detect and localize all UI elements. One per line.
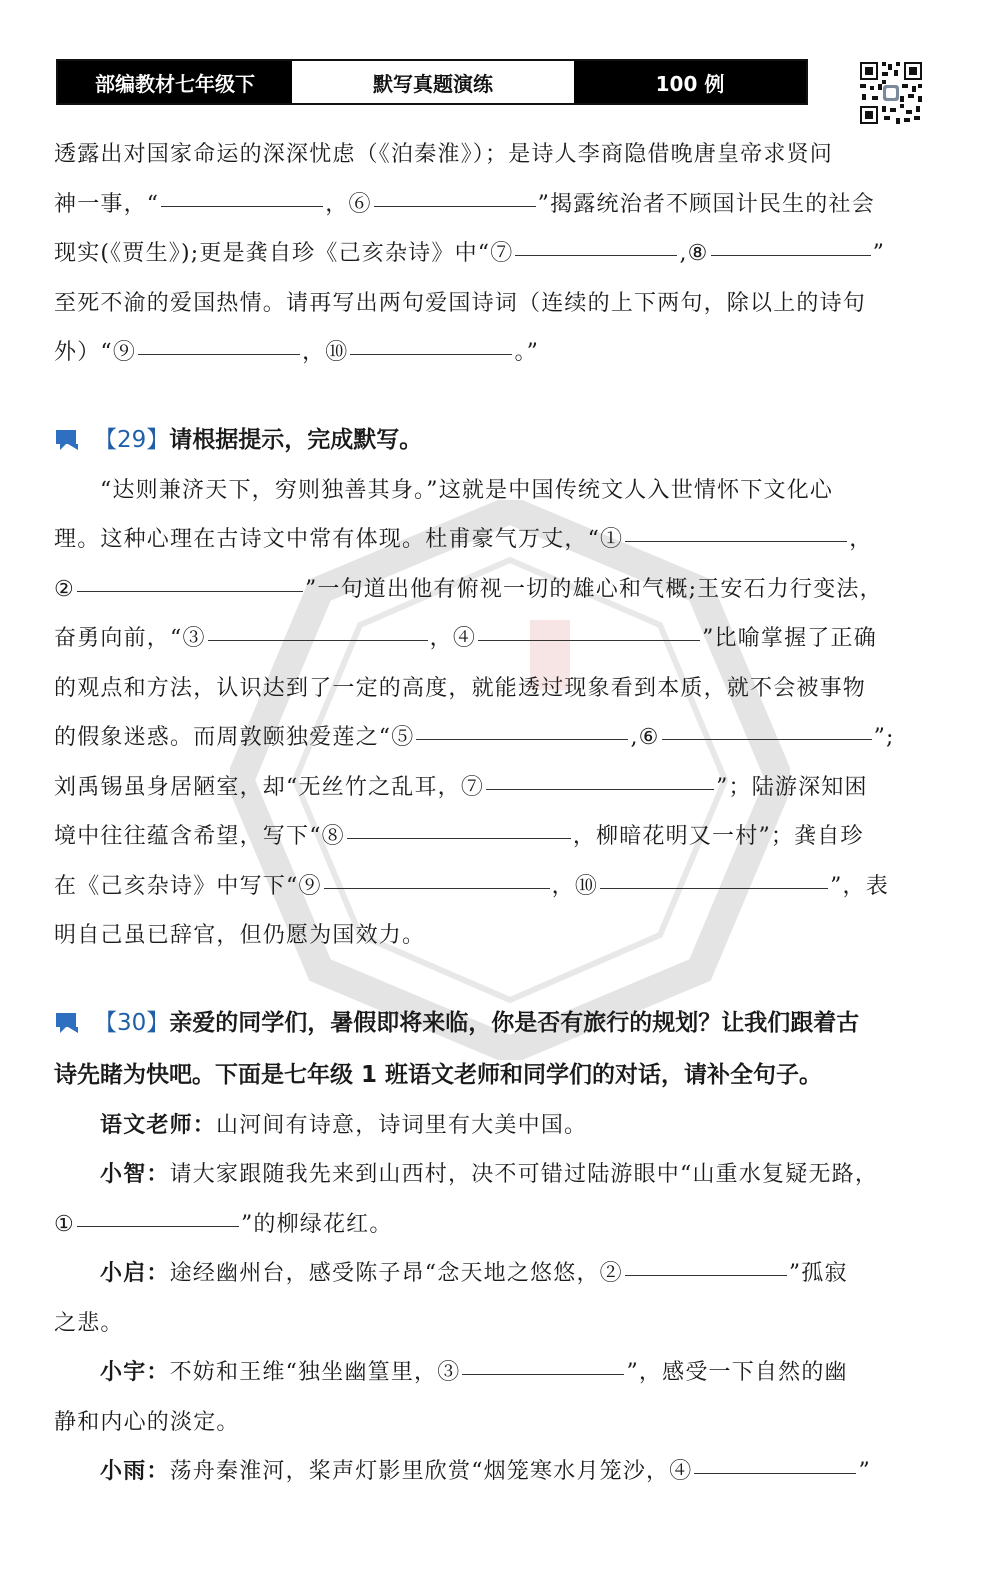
flag-icon — [54, 428, 80, 452]
text: 至死不渝的爱国热情。请再写出两句爱国诗词（连续的上下两句，除以上的诗句 — [54, 290, 867, 316]
text: 神一事，“ — [54, 191, 160, 217]
text: ”揭露统治者不顾国计民生的社会 — [537, 191, 875, 217]
q29-line-1 — [54, 466, 930, 516]
text: ”，表 — [830, 873, 889, 899]
xiaoqi-line — [54, 1249, 930, 1299]
answer-blank-9[interactable] — [324, 862, 550, 889]
answer-blank-10[interactable] — [350, 328, 512, 355]
xiaoyu-line-2 — [54, 1398, 930, 1448]
text: 山河间有诗意，诗词里有大美中国。 — [216, 1112, 588, 1138]
document-body — [54, 130, 930, 1497]
intro-line-1 — [54, 130, 930, 180]
xiaozhi-line-2 — [54, 1200, 930, 1250]
text: ”的柳绿花红。 — [240, 1211, 393, 1237]
text: 不妨和王维“独坐幽篁里，③ — [169, 1360, 461, 1385]
answer-blank-8[interactable] — [347, 812, 571, 839]
answer-blank-7[interactable] — [486, 763, 714, 790]
speaker-label: 小宇： — [100, 1360, 170, 1385]
text: ”; — [873, 725, 895, 750]
q29-line-8 — [54, 812, 930, 862]
text: ”，感受一下自然的幽 — [626, 1360, 848, 1385]
q29-line-4 — [54, 614, 930, 664]
header-count: 100 例 — [574, 61, 806, 103]
xiaoqi-line-2 — [54, 1299, 930, 1349]
intro-line-3 — [54, 229, 930, 279]
text: ,⑥ — [630, 725, 660, 750]
header-textbook: 部编教材七年级下 — [58, 61, 292, 103]
flag-icon — [54, 1011, 80, 1035]
teacher-line — [54, 1101, 930, 1151]
text: ，⑥ — [325, 191, 372, 217]
q29-line-6 — [54, 713, 930, 763]
xiaoyu-rain-line — [54, 1447, 930, 1497]
q29-line-9 — [54, 862, 930, 912]
speaker-label: 语文老师： — [100, 1112, 217, 1138]
answer-blank-7[interactable] — [515, 229, 677, 256]
question-29-heading — [54, 414, 930, 466]
answer-blank-2[interactable] — [625, 1249, 787, 1276]
text: ① — [54, 1211, 75, 1237]
text: ② — [54, 576, 75, 602]
text: ”比喻掌握了正确 — [702, 626, 877, 651]
text: 之悲。 — [54, 1310, 124, 1336]
text: 在《己亥杂诗》中写下“⑨ — [54, 873, 322, 899]
text: ，柳暗花明又一村”；龚自珍 — [572, 824, 864, 849]
text: ，⑩ — [302, 340, 349, 365]
question-number: 【29】 — [94, 426, 170, 453]
text: 的观点和方法，认识达到了一定的高度，就能透过现象看到本质，就不会被事物 — [54, 675, 867, 701]
text: ”一句道出他有俯视一切的雄心和气概;王安石力行变法， — [304, 576, 883, 602]
q29-line-10 — [54, 911, 930, 961]
answer-blank-4[interactable] — [694, 1447, 856, 1474]
text: 境中往往蕴含希望，写下“⑧ — [54, 824, 345, 849]
answer-blank-5[interactable] — [161, 180, 323, 207]
text: ”孤寂 — [788, 1261, 848, 1286]
intro-line-5 — [54, 328, 930, 378]
answer-blank-1[interactable] — [625, 515, 847, 542]
intro-line-4 — [54, 279, 930, 329]
text: 请大家跟随我先来到山西村，决不可错过陆游眼中“山重水复疑无路， — [169, 1162, 879, 1187]
text: “达则兼济天下，穷则独善其身。”这就是中国传统文人入世情怀下文化心 — [100, 477, 834, 503]
text: 透露出对国家命运的深深忧虑（《泊秦淮》）；是诗人李商隐借晚唐皇帝求贤问 — [54, 142, 834, 167]
text: 。” — [514, 340, 540, 365]
answer-blank-3[interactable] — [208, 614, 428, 641]
q29-line-2 — [54, 515, 930, 565]
text: 外）“⑨ — [54, 340, 137, 365]
answer-blank-6[interactable] — [374, 180, 536, 207]
page-header — [56, 59, 808, 105]
answer-blank-2[interactable] — [77, 565, 303, 592]
text: ， — [849, 527, 873, 552]
text: 途经幽州台，感受陈子昂“念天地之悠悠，② — [169, 1261, 623, 1286]
question-title-line-1: 亲爱的同学们，暑假即将来临，你是否有旅行的规划？让我们跟着古 — [169, 1009, 860, 1036]
text: ”；陆游深知困 — [716, 774, 868, 800]
q29-line-5 — [54, 664, 930, 714]
q29-line-7 — [54, 763, 930, 813]
header-title: 默写真题演练 — [292, 61, 574, 103]
text: ,⑧ — [679, 241, 709, 266]
text: 理。这种心理在古诗文中常有体现。杜甫豪气万丈，“① — [54, 527, 624, 552]
question-30-heading-line-2 — [54, 1049, 930, 1101]
text: 荡舟秦淮河，桨声灯影里欣赏“烟笼寒水月笼沙，④ — [169, 1459, 693, 1484]
answer-blank-5[interactable] — [416, 713, 628, 740]
answer-blank-4[interactable] — [478, 614, 700, 641]
text: ，⑩ — [551, 873, 599, 899]
question-30-heading — [54, 997, 930, 1049]
question-number: 【30】 — [94, 1009, 170, 1036]
text: ” — [858, 1459, 871, 1484]
intro-line-2 — [54, 180, 930, 230]
text: 明自己虽已辞官，但仍愿为国效力。 — [54, 923, 426, 948]
answer-blank-3[interactable] — [462, 1348, 624, 1375]
xiaoyu-line — [54, 1348, 930, 1398]
text: 静和内心的淡定。 — [54, 1409, 240, 1435]
question-title-line-2: 诗先睹为快吧。下面是七年级 1 班语文老师和同学们的对话，请补全句子。 — [54, 1061, 823, 1088]
text: 奋勇向前，“③ — [54, 626, 206, 651]
speaker-label: 小雨： — [100, 1459, 170, 1484]
qr-code-icon[interactable] — [858, 60, 924, 126]
text: 现实(《贾生》);更是龚自珍《己亥杂诗》中“⑦ — [54, 241, 514, 266]
text: 的假象迷惑。而周敦颐独爱莲之“⑤ — [54, 725, 415, 750]
speaker-label: 小智： — [100, 1162, 170, 1187]
xiaozhi-line — [54, 1150, 930, 1200]
speaker-label: 小启： — [100, 1261, 170, 1286]
question-title: 请根据提示，完成默写。 — [169, 426, 423, 453]
answer-blank-1[interactable] — [77, 1200, 239, 1227]
q29-line-3 — [54, 565, 930, 615]
answer-blank-8[interactable] — [711, 229, 871, 256]
answer-blank-10[interactable] — [600, 862, 828, 889]
text: 刘禹锡虽身居陋室，却“无丝竹之乱耳，⑦ — [54, 774, 485, 800]
answer-blank-9[interactable] — [138, 328, 300, 355]
text: ” — [872, 241, 886, 266]
text: ，④ — [429, 626, 477, 651]
answer-blank-6[interactable] — [662, 713, 872, 740]
